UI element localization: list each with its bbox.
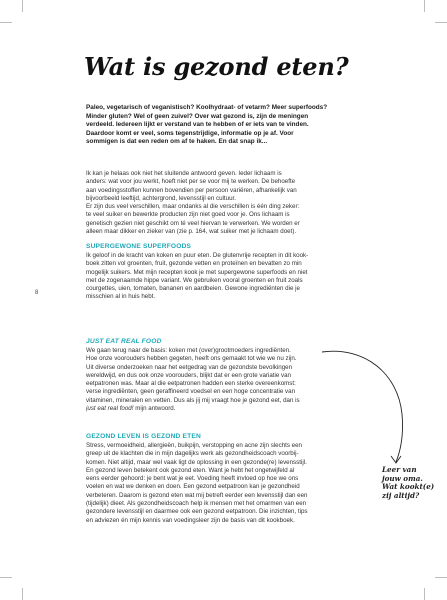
crop-mark: [0, 577, 12, 578]
intro-line: Minder gluten? Wel of geen zuivel? Over wat gezond is, zijn de meningen: [86, 112, 309, 120]
crop-mark: [424, 588, 425, 600]
body-line: vitaminen, mineralen en vetten. Dus als jij mij vraagt hoe je gezond eet, dan is: [86, 396, 300, 404]
intro-line: Daardoor komt er veel, soms tegenstrijdige, informatie op je af. Voor: [86, 129, 294, 137]
body-line: eetpatronen was. Maar al die eetpatronen hadden een sterke overeenkomst:: [86, 380, 296, 388]
margin-note-line: Leer van: [382, 465, 417, 474]
margin-note-line: Wat kookt(e): [382, 482, 435, 492]
body-line: aan voedingsstoffen kunnen bovendien per persoon variëren, afhankelijk van: [86, 186, 297, 194]
body-line: We gaan terug naar de basis: koken met (over)grootmoeders ingrediënten.: [86, 347, 291, 354]
intro-paragraph: [86, 104, 371, 147]
body-line: Stress, vermoeidheid, allergieën, buikpijn, verstopping en acne zijn slechts een: [86, 442, 302, 449]
body-line: verbeteren. Daarom is gezond eten wat mij betreft eerder een levensstijl dan een: [86, 491, 308, 499]
body-line: mogelijk suikers. Met mijn recepten kook je met supergewone superfoods en niet: [86, 268, 308, 276]
body-line: Er zijn dus veel verschillen, maar ondanks al die verschillen is één ding zeker:: [86, 203, 300, 211]
body-line: anders: wat voor jou werkt, hoeft niet per se voor mij te werken. De behoefte: [86, 178, 296, 186]
body-line: voelen en wat we denken en doen. Een gezond eetpatroon kan je gezondheid: [86, 483, 300, 491]
page-number: 8: [35, 290, 39, 296]
body-line: te veel suiker en bewerkte producten zijn niet goed voor je. Ons lichaam is: [86, 211, 290, 219]
body-line: greep uit de klachten die in mijn dagelijks werk als gezondheidscoach voorbij-: [86, 450, 299, 458]
body-line: boek zitten vol groenten, fruit, gezonde vetten en proteïnen en bevatten zo min: [86, 260, 302, 268]
body-line: courgettes, uien, tomaten, bananen en aardbeien. Gewone ingrediënten die je: [86, 285, 300, 293]
page-title: Wat is gezond eten?: [84, 52, 349, 81]
body-line: met de zogenaamde hippe variant. We gebruiken vooral groenten en fruit zoals: [86, 276, 303, 284]
crop-mark: [22, 588, 23, 600]
body-line: bijvoorbeeld leeftijd, achtergrond, levensstijl en cultuur.: [86, 194, 236, 202]
margin-note-line: zij altijd?: [382, 490, 420, 500]
body-line: En gezond leven betekent ook gezond eten. Want je hebt het ongetwijfeld al: [86, 466, 295, 474]
body-line: en adviezen én mijn kennis van voedingsleer zijn de basis van dit kookboek.: [86, 516, 295, 524]
crop-mark: [22, 0, 23, 12]
section-heading-superfoods: SUPERGEWONE SUPERFOODS: [86, 243, 192, 250]
emphasis-phrase: just eat real food!: [86, 405, 134, 413]
body-paragraph-1: [86, 170, 374, 236]
body-paragraph-2: [86, 252, 374, 302]
body-line: Ik geloof in de kracht van koken en puur eten. De glutenvrije recepten in dit kook-: [86, 252, 309, 259]
margin-note: [382, 466, 437, 500]
intro-line: verdeeld. Iedereen lijkt er verstand van te hebben of er iets van te vinden.: [86, 121, 309, 129]
body-line: Uit diverse onderzoeken naar het eetgedrag van de gezondste bevolkingen: [86, 363, 293, 371]
body-line: alleen maar dikker en zieker van (zie p. 164, wat suiker met je lichaam doet).: [86, 228, 297, 236]
intro-line: Paleo, vegetarisch of veganistisch? Koolhydraat- of vetarm? Meer superfoods?: [86, 104, 328, 111]
body-line: wereldwijd, en dus ook onze voorouders, blijkt dat er een grote variatie van: [86, 371, 291, 379]
body-line: misschien al in huis hebt.: [86, 293, 156, 301]
body-line: verse ingrediënten, geen geraffineerd voedsel en een hoge concentratie van: [86, 388, 296, 396]
body-line: Hoe onze voorouders hebben gegeten, heeft ons gemaakt tot wie we nu zijn.: [86, 355, 297, 363]
body-line: genetisch gezien niet geschikt om té veel hiervan te verwerken. We worden er: [86, 219, 300, 227]
body-line: komen. Niet altijd, maar wel vaak ligt de oplossing in een gezonde(re) levensstijl.: [86, 458, 307, 466]
intro-line: sommigen is dat een reden om af te haken. En dat snap ik...: [86, 138, 268, 146]
body-line-rest: mijn antwoord.: [133, 405, 176, 413]
body-line: (tijdelijk) dieet. Als gezondheidscoach help ik mensen met het omarmen van een: [86, 500, 307, 508]
section-heading-real-food: JUST EAT REAL FOOD: [86, 338, 162, 345]
curved-arrow-icon: [320, 344, 415, 469]
crop-mark: [435, 22, 447, 23]
crop-mark: [435, 577, 447, 578]
body-line: gezondere levensstijl en daarmee ook een gezond eetpatroon. Die inzichten, tips: [86, 508, 308, 516]
crop-mark: [424, 0, 425, 12]
body-line: eens eerder gehoord: je bent wat je eet. Voeding heeft invloed op hoe we ons: [86, 475, 299, 483]
section-heading-healthy-life: GEZOND LEVEN IS GEZOND ETEN: [86, 433, 201, 440]
crop-mark: [0, 22, 12, 23]
margin-note-line: jouw oma.: [382, 473, 423, 483]
body-line: Ik kan je helaas ook niet het sluitende antwoord geven. Ieder lichaam is: [86, 170, 282, 177]
